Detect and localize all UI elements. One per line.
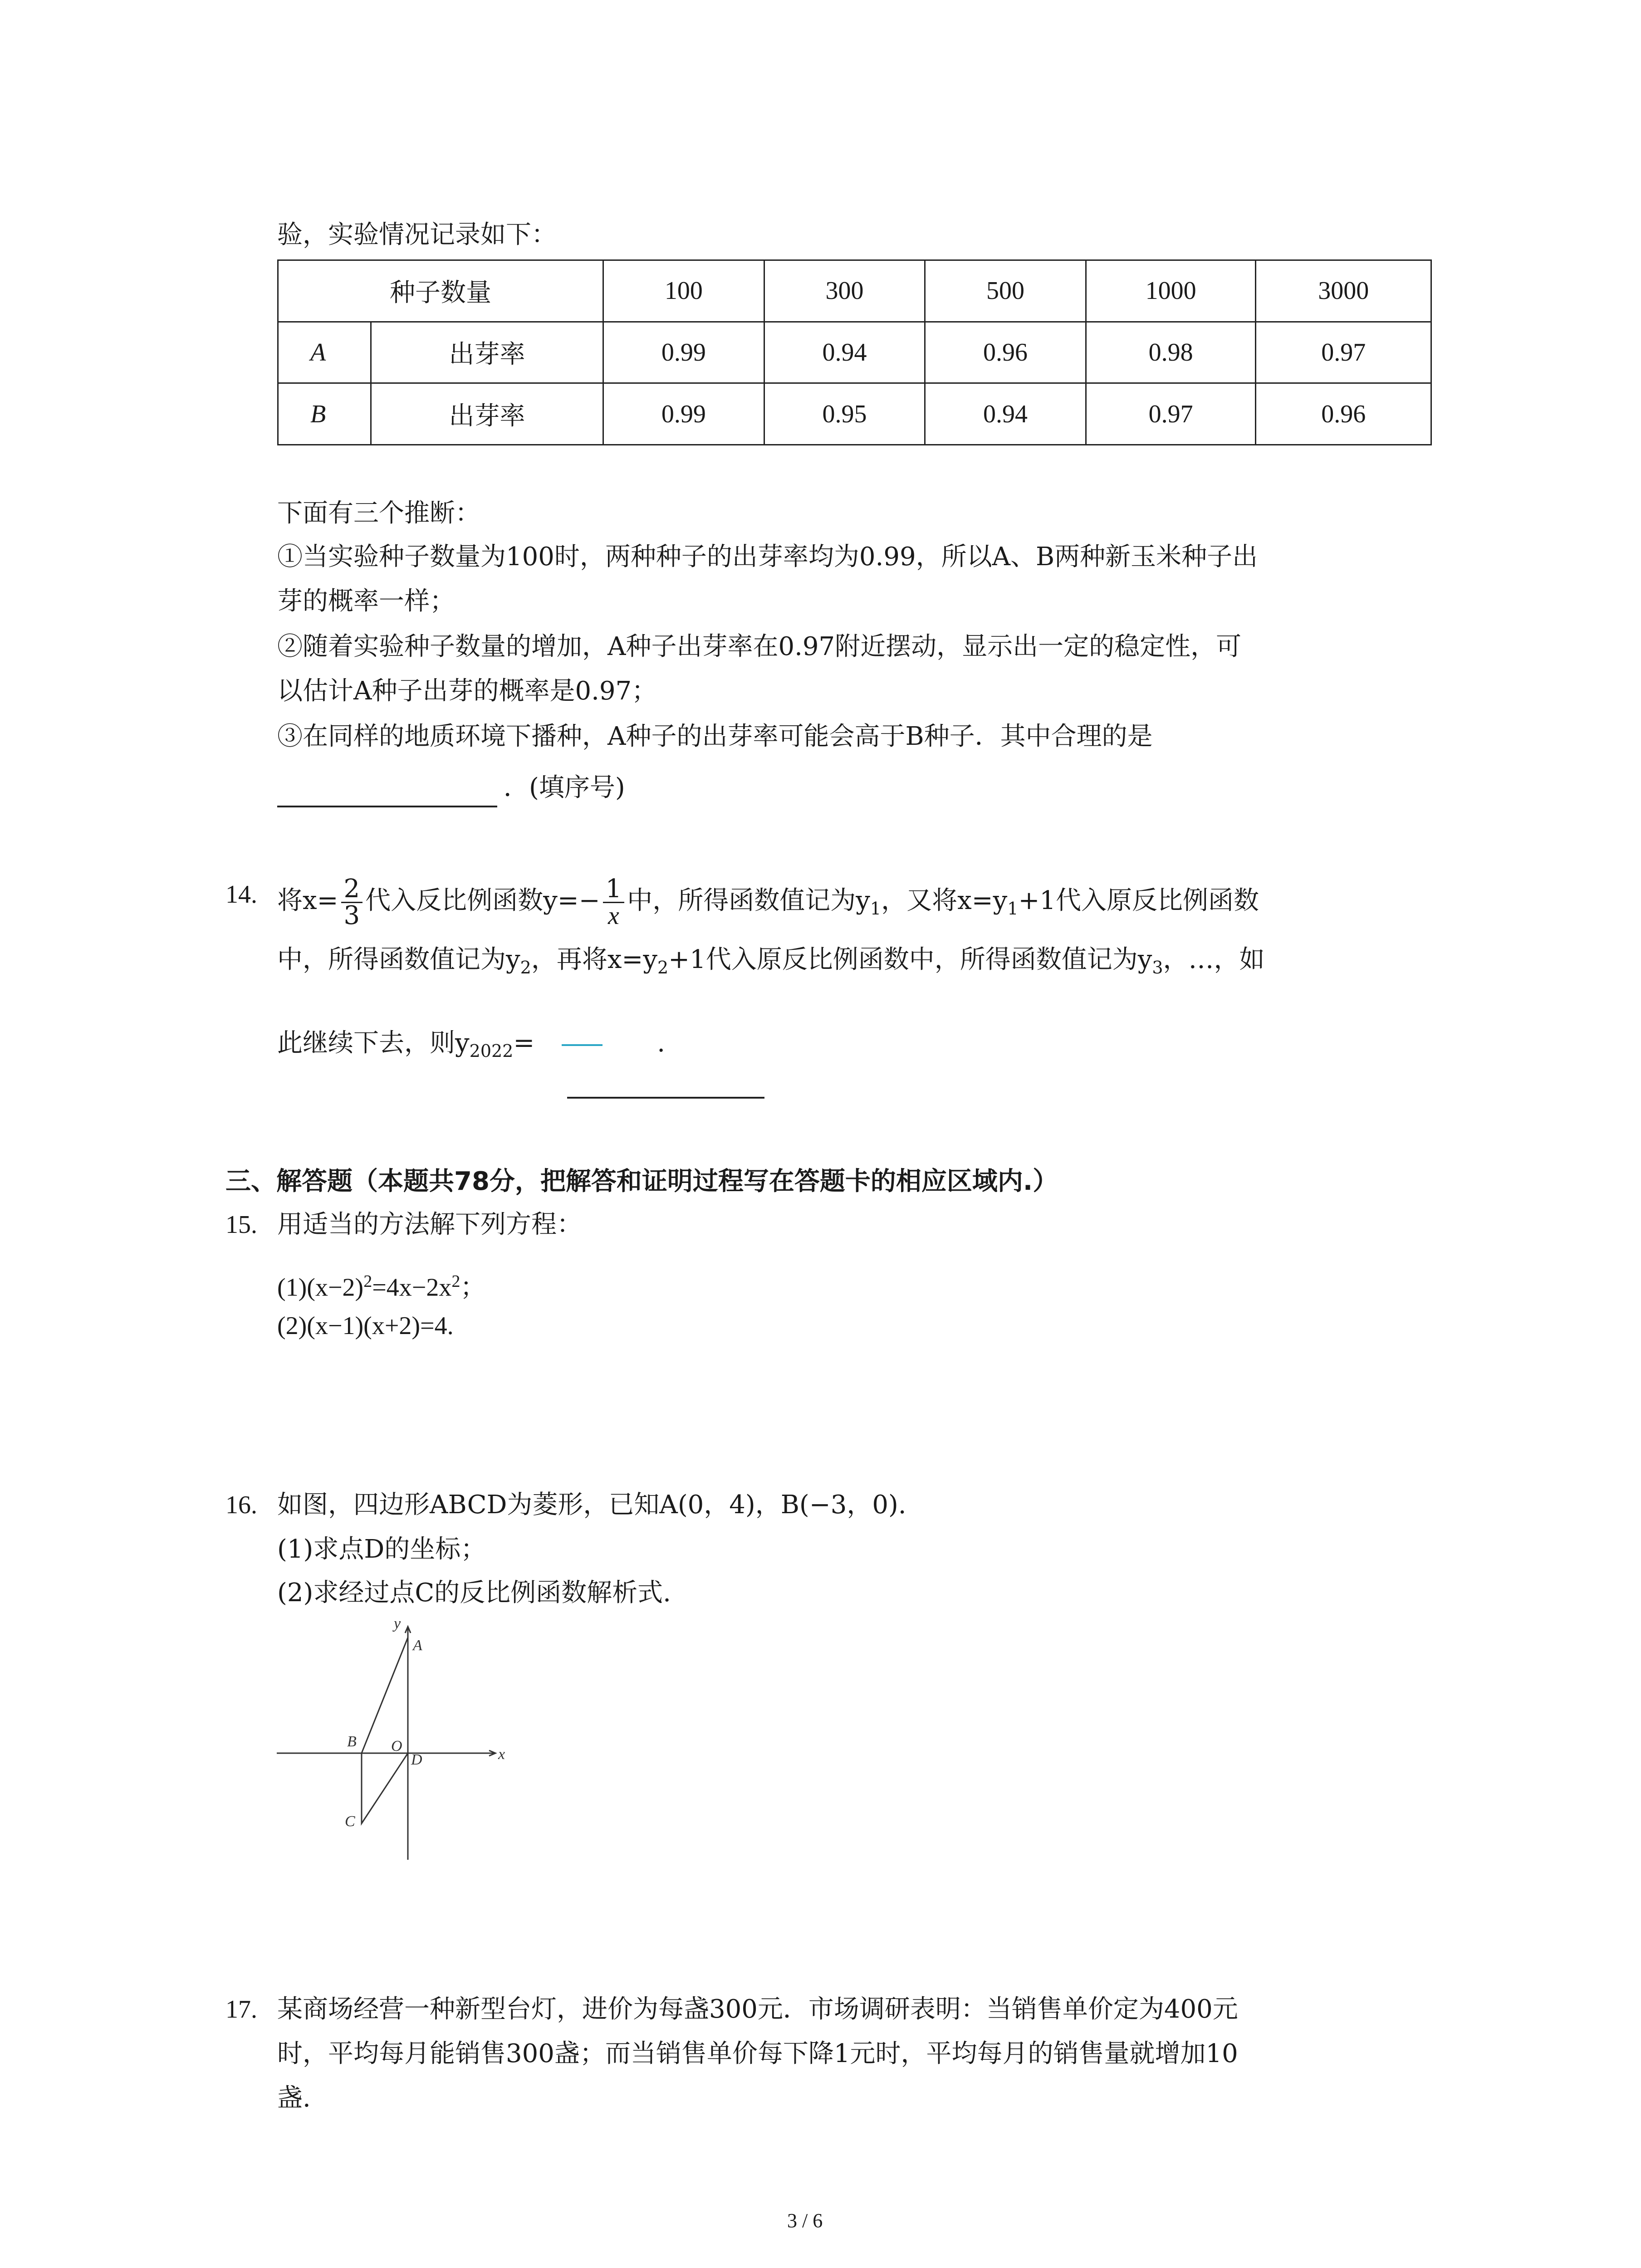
origin-label: O xyxy=(391,1738,402,1755)
q13-intro: 验，实验情况记录如下： xyxy=(277,220,557,249)
table-seed-label: A xyxy=(278,322,371,383)
table-count: 1000 xyxy=(1086,260,1256,322)
q17-line-2: 时，平均每月能销售300盏；而当销售单价每下降1元时，平均每月的销售量就增加10 xyxy=(277,2039,1238,2068)
rhombus-abcd xyxy=(362,1637,408,1823)
table-seed-label: B xyxy=(278,383,371,445)
rhombus-figure xyxy=(272,1615,517,1869)
superscript: 2 xyxy=(363,1272,372,1291)
subscript: 1 xyxy=(870,899,882,919)
table-cell: 0.97 xyxy=(1256,322,1431,383)
q16-part-2: (2)求经过点C的反比例函数解析式. xyxy=(277,1578,671,1608)
table-cell: 0.94 xyxy=(764,322,925,383)
q15-part-2: (2)(x−1)(x+2)=4. xyxy=(277,1312,454,1340)
q13-answer-suffix: ．(填序号) xyxy=(504,773,625,802)
equation-part: (1)(x−2) xyxy=(277,1273,364,1302)
q13-answer-blank[interactable] xyxy=(277,806,497,807)
subscript: 2 xyxy=(520,958,531,978)
table-cell: 0.94 xyxy=(925,383,1086,445)
q14-line-3 xyxy=(277,1025,665,1069)
q16-number: 16. xyxy=(225,1491,257,1519)
superscript: 2 xyxy=(451,1272,460,1291)
section-heading: 三、解答题（本题共78分，把解答和证明过程写在答题卡的相应区域内.） xyxy=(225,1167,1058,1196)
fraction-denominator: 3 xyxy=(343,901,360,930)
q14-text: 中，所得函数值记为y xyxy=(277,945,520,974)
subscript: 2022 xyxy=(469,1041,514,1061)
x-axis-label: x xyxy=(498,1746,505,1763)
q15-number: 15. xyxy=(225,1211,257,1239)
y-axis-label: y xyxy=(394,1615,401,1632)
table-row xyxy=(278,322,1431,383)
equation-part: =4x−2x xyxy=(372,1273,452,1302)
experiment-table xyxy=(277,259,1432,445)
table-header-label: 种子数量 xyxy=(278,260,603,322)
fraction-numerator: 2 xyxy=(341,876,363,903)
q14-text: ，又将x=y xyxy=(881,886,1008,915)
equation-part: ； xyxy=(460,1273,486,1302)
q14-text: ，再将x=y xyxy=(531,945,657,974)
q13-statement-1-cont: 芽的概率一样； xyxy=(277,587,455,616)
fraction-denominator: x xyxy=(608,902,619,930)
table-row-label: 出芽率 xyxy=(371,383,603,445)
q14-text: +1代入原反比例函数中，所得函数值记为y xyxy=(668,945,1152,974)
table-cell: 0.96 xyxy=(925,322,1086,383)
table-cell: 0.98 xyxy=(1086,322,1256,383)
fraction xyxy=(603,876,625,929)
q17-line-3: 盏. xyxy=(277,2083,311,2113)
point-b-label: B xyxy=(347,1733,357,1750)
q14-text: +1代入原反比例函数 xyxy=(1018,886,1259,915)
fraction xyxy=(341,876,363,929)
q13-lead: 下面有三个推断： xyxy=(277,499,480,528)
table-row-label: 出芽率 xyxy=(371,322,603,383)
fraction-numerator: 1 xyxy=(603,876,625,903)
table-count: 300 xyxy=(764,260,925,322)
q14-text: 此继续下去，则y xyxy=(277,1028,470,1058)
table-cell: 0.95 xyxy=(764,383,925,445)
q17-number: 17. xyxy=(225,1995,257,2024)
page-number: 3 / 6 xyxy=(787,2209,823,2232)
q16-text: 如图，四边形ABCD为菱形，已知A(0，4)，B(−3，0). xyxy=(277,1490,906,1520)
q14-text: 代入反比例函数y=− xyxy=(365,886,600,915)
point-c-label: C xyxy=(345,1813,355,1830)
q14-line-1 xyxy=(277,876,1259,929)
table-header-row xyxy=(278,260,1431,322)
q15-text: 用适当的方法解下列方程： xyxy=(277,1210,582,1239)
q13-statement-3: ③在同样的地质环境下播种，A种子的出芽率可能会高于B种子．其中合理的是 xyxy=(277,722,1153,751)
q14-text: 中，所得函数值记为y xyxy=(627,886,870,915)
q14-number: 14. xyxy=(225,880,257,909)
table-row xyxy=(278,383,1431,445)
q13-statement-2: ②随着实验种子数量的增加，A种子出芽率在0.97附近摆动，显示出一定的稳定性，可 xyxy=(277,632,1242,661)
q14-text: = xyxy=(513,1028,535,1058)
table-count: 3000 xyxy=(1256,260,1431,322)
table-cell: 0.99 xyxy=(603,322,764,383)
point-a-label: A xyxy=(413,1637,422,1654)
table-count: 100 xyxy=(603,260,764,322)
point-d-label: D xyxy=(411,1751,422,1768)
q14-text: ，…，如 xyxy=(1163,945,1265,974)
q14-answer-blank[interactable] xyxy=(567,1097,764,1099)
q15-part-1 xyxy=(277,1263,485,1306)
subscript: 1 xyxy=(1007,899,1019,919)
table-cell: 0.99 xyxy=(603,383,764,445)
table-count: 500 xyxy=(925,260,1086,322)
table-cell: 0.97 xyxy=(1086,383,1256,445)
q16-part-1: (1)求点D的坐标； xyxy=(277,1535,486,1564)
subscript: 3 xyxy=(1152,958,1163,978)
q14-line-2 xyxy=(277,942,1265,986)
q17-line-1: 某商场经营一种新型台灯，进价为每盏300元．市场调研表明：当销售单价定为400元 xyxy=(277,1994,1238,2024)
q14-text: 将x= xyxy=(277,886,338,915)
answer-dash-mark xyxy=(562,1044,603,1046)
table-cell: 0.96 xyxy=(1256,383,1431,445)
q13-statement-1: ①当实验种子数量为100时，两种种子的出芽率均为0.99，所以A、B两种新玉米种子出 xyxy=(277,542,1258,572)
q14-text: . xyxy=(657,1028,666,1058)
q13-statement-2-cont: 以估计A种子出芽的概率是0.97； xyxy=(277,676,657,706)
subscript: 2 xyxy=(657,958,669,978)
